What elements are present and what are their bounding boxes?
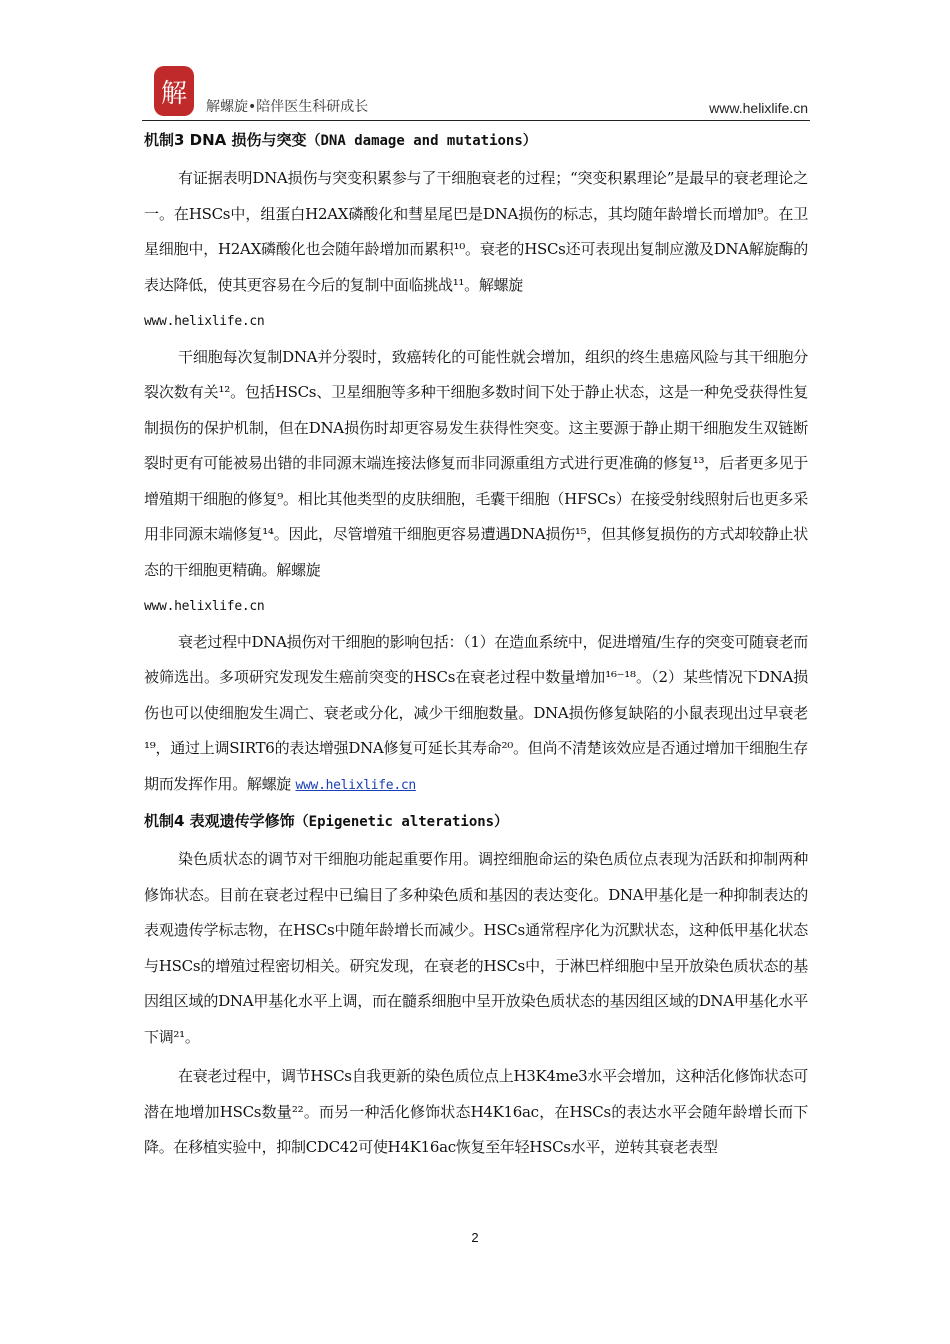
section-heading-mechanism-3: 机制3 DNA 损伤与突变（DNA damage and mutations） [144,131,537,149]
paragraph: 在衰老过程中，调节HSCs自我更新的染色质位点上H3K4me3水平会增加，这种活化修饰状态可潜在地增加HSCs数量²²。而另一种活化修饰状态H4K16ac，在HSCs的表达水平会随年龄增长而下降。在移植实验中，抑制CDC42可使H4K16ac恢复至年轻HSCs水平，逆转其衰老表型 [144,1067,808,1156]
helixlife-link[interactable]: www.helixlife.cn [295,777,416,793]
page-header [142,62,810,121]
document-body [144,124,808,1166]
section-heading-mechanism-4: 机制4 表观遗传学修饰（Epigenetic alterations） [144,812,509,830]
paragraph: 有证据表明DNA损伤与突变积累参与了干细胞衰老的过程；“突变积累理论”是最早的衰老理论之一。在HSCs中，组蛋白H2AX磷酸化和彗星尾巴是DNA损伤的标志，其均随年龄增长而增加⁹。在卫星细胞中，H2AX磷酸化也会随年龄增加而累积¹⁰。衰老的HSCs还可表现出复制应激及DNA解旋酶的表达降低，使其更容易在今后的复制中面临挑战¹¹。解螺旋 [144,169,808,294]
paragraph: 衰老过程中DNA损伤对干细胞的影响包括：（1）在造血系统中，促进增殖/生存的突变可随衰老而被筛选出。多项研究发现发生癌前突变的HSCs在衰老过程中数量增加¹⁶⁻¹⁸。（2）某些情况下DNA损伤也可以使细胞发生凋亡、衰老或分化，减少干细胞数量。DNA损伤修复缺陷的小鼠表现出过早衰老¹⁹，通过上调SIRT6的表达增强DNA修复可延长其寿命²⁰。但尚不清楚该效应是否通过增加干细胞生存期而发挥作用。解螺旋 www.helixlife.cn [144,632,808,793]
helixlife-logo: 解 [154,66,194,116]
header-website: www.helixlife.cn [709,100,808,116]
paragraph: 干细胞每次复制DNA并分裂时，致癌转化的可能性就会增加，组织的终生患癌风险与其干细胞分裂次数有关¹²。包括HSCs、卫星细胞等多种干细胞多数时间下处于静止状态，这是一种免受获得性复制损伤的保护机制，但在DNA损伤时却更容易发生获得性突变。这主要源于静止期干细胞发生双链断裂时更有可能被易出错的非同源末端连接法修复而非同源重组方式进行更准确的修复¹³，后者更多见于增殖期干细胞的修复⁹。相比其他类型的皮肤细胞，毛囊干细胞（HFSCs）在接受射线照射后也更多采用非同源末端修复¹⁴。因此，尽管增殖干细胞更容易遭遇DNA损伤¹⁵，但其修复损伤的方式却较静止状态的干细胞更精确。解螺旋 [144,347,808,579]
page-number: 2 [471,1230,479,1245]
url-line: www.helixlife.cn [144,314,265,329]
header-slogan: 解螺旋•陪伴医生科研成长 [206,99,369,115]
paragraph: 染色质状态的调节对干细胞功能起重要作用。调控细胞命运的染色质位点表现为活跃和抑制两种修饰状态。目前在衰老过程中已编目了多种染色质和基因的表达变化。DNA甲基化是一种抑制表达的表观遗传学标志物，在HSCs中随年龄增长而减少。HSCs通常程序化为沉默状态，这种低甲基化状态与HSCs的增殖过程密切相关。研究发现，在衰老的HSCs中，于淋巴样细胞中呈开放染色质状态的基因组区域的DNA甲基化水平上调，而在髓系细胞中呈开放染色质状态的基因组区域的DNA甲基化水平下调²¹。 [144,850,808,1046]
url-line: www.helixlife.cn [144,599,265,614]
